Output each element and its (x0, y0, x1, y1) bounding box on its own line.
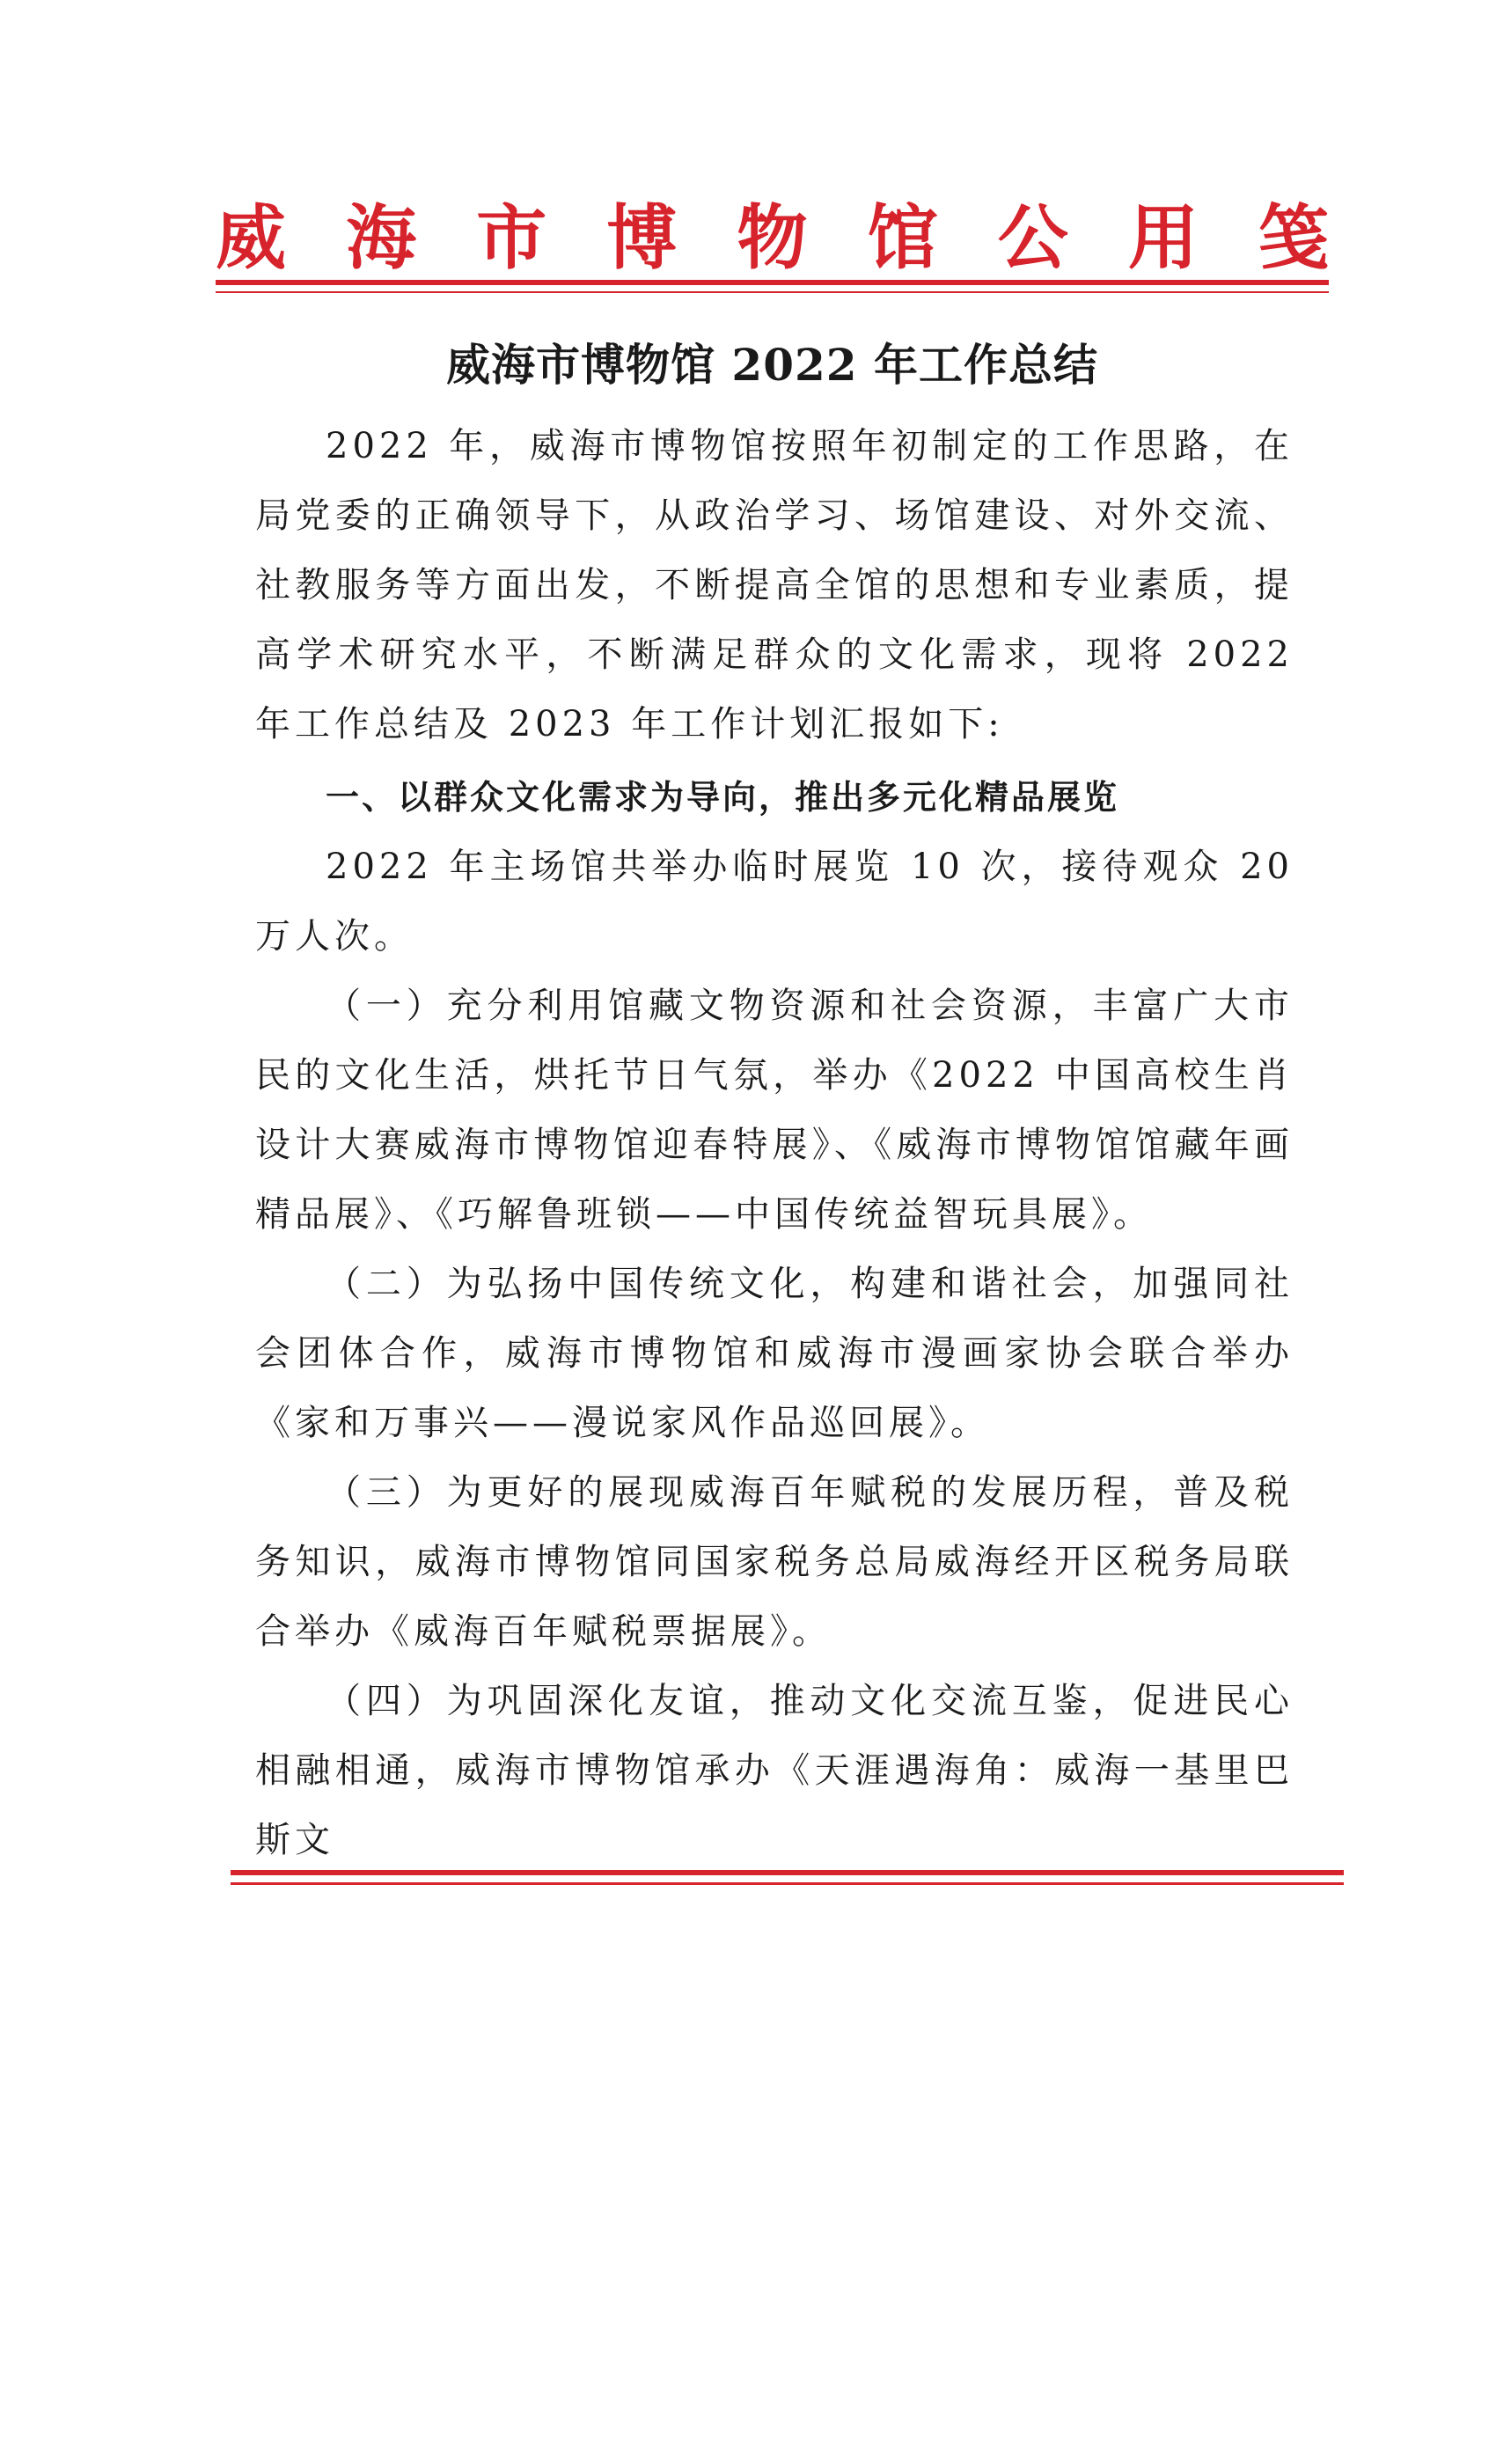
letterhead-char: 公 (997, 196, 1068, 279)
document-body (255, 412, 1294, 1875)
letterhead-title (216, 189, 1329, 286)
letterhead-char: 馆 (867, 196, 938, 279)
item-paragraph-2: （二）为弘扬中国传统文化，构建和谐社会，加强同社会团体合作，威海市博物馆和威海市漫画家协会联合举办《家和万事兴——漫说家风作品巡回展》。 (255, 1264, 1294, 1443)
intro-paragraph: 2022 年，威海市博物馆按照年初制定的工作思路，在局党委的正确领导下，从政治学习、场馆建设、对外交流、社教服务等方面出发，不断提高全馆的思想和专业素质，提高学术研究水平，不断满足群众的文化需求，现将 2022 年工作总结及 2023 年工作计划汇报如下: (255, 426, 1294, 744)
letterhead-rule-thick (216, 280, 1329, 285)
letterhead-char: 笺 (1258, 196, 1329, 279)
letterhead-char: 物 (737, 196, 808, 279)
footer-rule-thick (231, 1870, 1344, 1875)
section-heading: 一、以群众文化需求为导向，推出多元化精品展览 (326, 778, 1120, 817)
item-paragraph-3: （三）为更好的展现威海百年赋税的发展历程，普及税务知识，威海市博物馆同国家税务总局威海经开区税务局联合举办《威海百年赋税票据展》。 (255, 1472, 1294, 1652)
item-paragraph-1: （一）充分利用馆藏文物资源和社会资源，丰富广大市民的文化生活，烘托节日气氛，举办《2022 中国高校生肖设计大赛威海市博物馆迎春特展》、《威海市博物馆馆藏年画精品展》、《巧解鲁班锁——中国传统益智玩具展》。 (255, 986, 1294, 1235)
letterhead-char: 海 (346, 196, 417, 279)
letterhead-char: 威 (216, 196, 286, 279)
letterhead-rule-thin (216, 291, 1329, 293)
footer-rule-thin (231, 1882, 1344, 1885)
letterhead-char: 市 (476, 196, 547, 279)
summary-paragraph: 2022 年主场馆共举办临时展览 10 次，接待观众 20 万人次。 (255, 847, 1294, 957)
letterhead-char: 用 (1127, 196, 1199, 279)
document-title: 威海市博物馆 2022 年工作总结 (446, 339, 1098, 391)
item-paragraph-4: （四）为巩固深化友谊，推动文化交流互鉴，促进民心相融相通，威海市博物馆承办《天涯遇海角：威海一基里巴斯文 (255, 1681, 1294, 1860)
letterhead-char: 博 (606, 196, 678, 279)
